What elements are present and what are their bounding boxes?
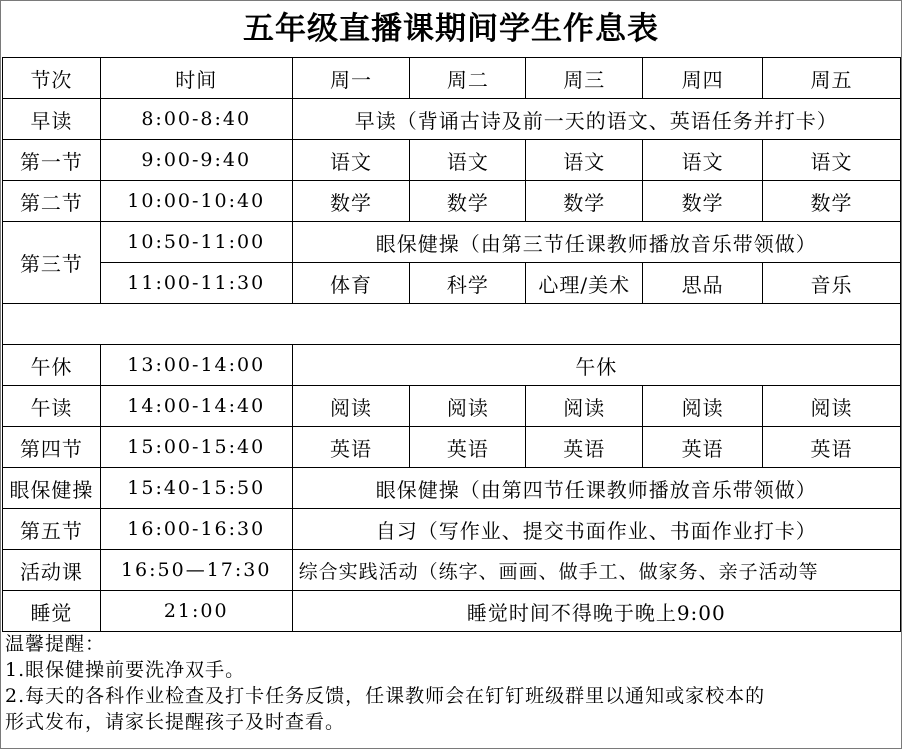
header-tuesday: 周二 <box>410 58 526 99</box>
period-cell: 第四节 <box>3 427 101 468</box>
row-morning-read <box>3 99 901 140</box>
header-time: 时间 <box>100 58 292 99</box>
row-noon-rest <box>3 345 901 386</box>
activity-cell: 综合实践活动（练字、画画、做手工、做家务、亲子活动等 <box>292 550 900 591</box>
time-cell: 9:00-9:40 <box>100 140 292 181</box>
time-cell: 8:00-8:40 <box>100 99 292 140</box>
subject-cell: 数学 <box>410 181 526 222</box>
row-sleep <box>3 591 901 632</box>
time-cell: 13:00-14:00 <box>100 345 292 386</box>
page-title: 五年级直播课期间学生作息表 <box>243 11 659 47</box>
period-cell: 午读 <box>3 386 101 427</box>
subject-cell: 阅读 <box>763 386 901 427</box>
row-period-3b <box>3 263 901 304</box>
subject-cell: 科学 <box>410 263 526 304</box>
period-cell: 第一节 <box>3 140 101 181</box>
subject-cell: 思品 <box>643 263 763 304</box>
subject-cell: 数学 <box>526 181 643 222</box>
row-period-3a <box>3 222 901 263</box>
activity-cell: 眼保健操（由第三节任课教师播放音乐带领做） <box>292 222 900 263</box>
subject-cell: 阅读 <box>410 386 526 427</box>
row-eye-exercise <box>3 468 901 509</box>
activity-cell: 自习（写作业、提交书面作业、书面作业打卡） <box>292 509 900 550</box>
subject-cell: 心理/美术 <box>526 263 643 304</box>
subject-cell: 数学 <box>763 181 901 222</box>
activity-cell: 睡觉时间不得晚于晚上9:00 <box>292 591 900 632</box>
row-period-2 <box>3 181 901 222</box>
row-period-1 <box>3 140 901 181</box>
subject-cell: 语文 <box>763 140 901 181</box>
activity-cell: 午休 <box>292 345 900 386</box>
subject-cell: 体育 <box>292 263 410 304</box>
time-cell: 21:00 <box>100 591 292 632</box>
header-thursday: 周四 <box>643 58 763 99</box>
row-blank-separator <box>3 304 901 345</box>
subject-cell: 英语 <box>643 427 763 468</box>
subject-cell: 阅读 <box>526 386 643 427</box>
schedule-table <box>2 57 901 632</box>
subject-cell: 阅读 <box>643 386 763 427</box>
period-cell: 第二节 <box>3 181 101 222</box>
reminder-notes <box>5 631 899 735</box>
row-noon-read <box>3 386 901 427</box>
time-cell: 15:40-15:50 <box>100 468 292 509</box>
table-header-row <box>3 58 901 99</box>
subject-cell: 语文 <box>410 140 526 181</box>
time-cell: 16:00-16:30 <box>100 509 292 550</box>
subject-cell: 英语 <box>292 427 410 468</box>
subject-cell: 语文 <box>526 140 643 181</box>
notes-line-2b: 形式发布，请家长提醒孩子及时查看。 <box>5 711 346 733</box>
activity-cell: 早读（背诵古诗及前一天的语文、英语任务并打卡） <box>292 99 900 140</box>
subject-cell: 数学 <box>292 181 410 222</box>
subject-cell: 语文 <box>292 140 410 181</box>
notes-heading: 温馨提醒： <box>5 633 106 655</box>
subject-cell: 阅读 <box>292 386 410 427</box>
subject-cell: 英语 <box>526 427 643 468</box>
activity-cell: 眼保健操（由第四节任课教师播放音乐带领做） <box>292 468 900 509</box>
time-cell: 14:00-14:40 <box>100 386 292 427</box>
subject-cell: 语文 <box>643 140 763 181</box>
row-activity-class <box>3 550 901 591</box>
period-cell: 早读 <box>3 99 101 140</box>
period-cell: 眼保健操 <box>3 468 101 509</box>
notes-line-1: 1.眼保健操前要洗净双手。 <box>5 659 246 681</box>
period-cell: 第三节 <box>3 222 101 304</box>
notes-line-2a: 2.每天的各科作业检查及打卡任务反馈，任课教师会在钉钉班级群里以通知或家校本的 <box>5 685 766 707</box>
period-cell: 午休 <box>3 345 101 386</box>
time-cell: 16:50—17:30 <box>100 550 292 591</box>
period-cell: 活动课 <box>3 550 101 591</box>
time-cell: 15:00-15:40 <box>100 427 292 468</box>
time-cell: 10:50-11:00 <box>100 222 292 263</box>
subject-cell: 英语 <box>763 427 901 468</box>
subject-cell: 数学 <box>643 181 763 222</box>
row-period-4 <box>3 427 901 468</box>
row-period-5 <box>3 509 901 550</box>
period-cell: 睡觉 <box>3 591 101 632</box>
header-friday: 周五 <box>763 58 901 99</box>
time-cell: 11:00-11:30 <box>100 263 292 304</box>
header-wednesday: 周三 <box>526 58 643 99</box>
subject-cell: 音乐 <box>763 263 901 304</box>
blank-cell <box>3 304 901 345</box>
period-cell: 第五节 <box>3 509 101 550</box>
time-cell: 10:00-10:40 <box>100 181 292 222</box>
subject-cell: 英语 <box>410 427 526 468</box>
header-monday: 周一 <box>292 58 410 99</box>
header-period: 节次 <box>3 58 101 99</box>
